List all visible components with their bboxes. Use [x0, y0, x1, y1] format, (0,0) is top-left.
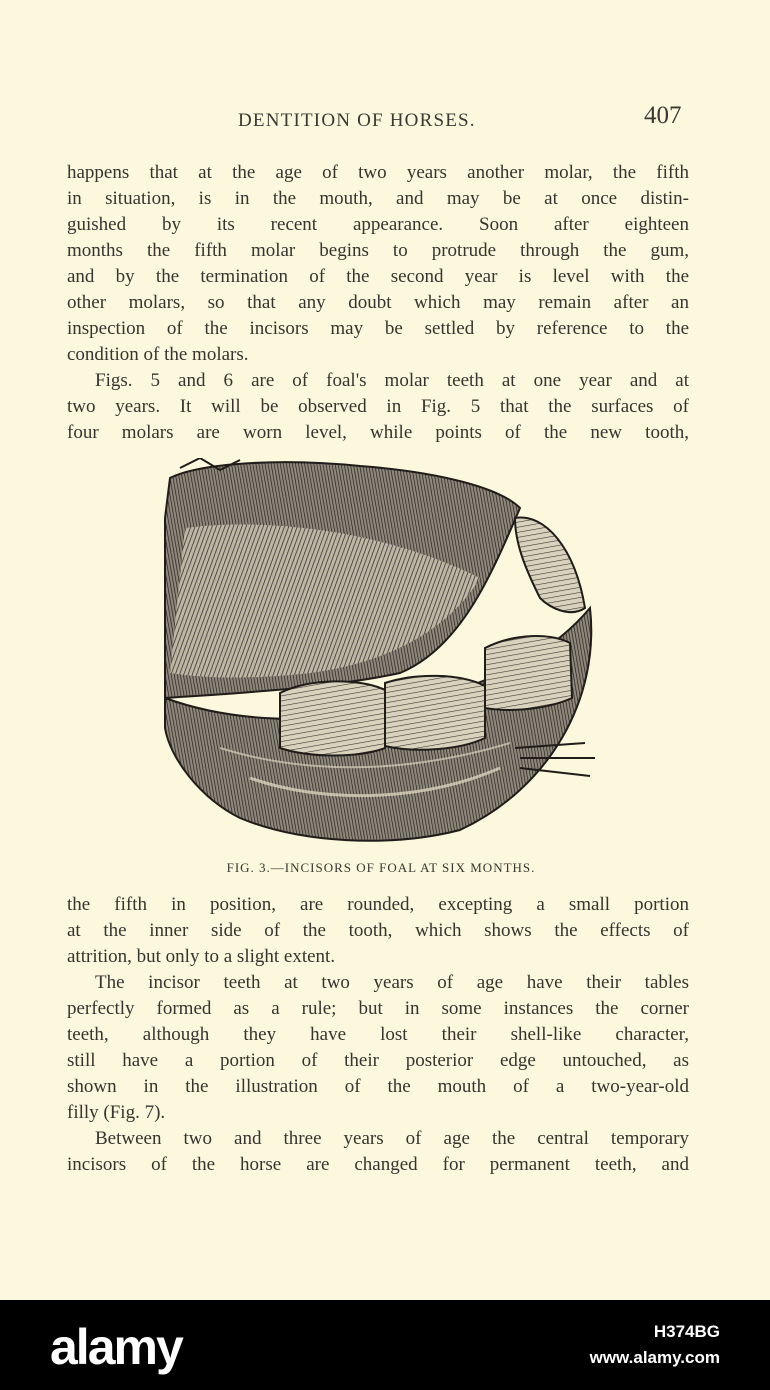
text-line: condition of the molars. — [67, 344, 249, 365]
text-line: Figs. 5 and 6 are of foal's molar teeth at one year and at — [95, 370, 689, 391]
text-line: shown in the illustration of the mouth of a two-year-old — [67, 1076, 689, 1097]
text-line: months the fifth molar begins to protrude through the gum, — [67, 240, 689, 261]
running-title: DENTITION OF HORSES. — [238, 110, 476, 131]
site-url: www.alamy.com — [589, 1348, 720, 1367]
foal-incisors-illustration — [160, 458, 600, 848]
watermark-footer — [0, 1300, 770, 1390]
text-line: four molars are worn level, while points of the new tooth, — [67, 422, 689, 443]
text-line: happens that at the age of two years another molar, the fifth — [67, 162, 689, 183]
text-line: and by the termination of the second year is level with the — [67, 266, 689, 287]
image-id: H374BG — [653, 1322, 720, 1341]
text-line: the fifth in position, are rounded, excepting a small portion — [67, 894, 689, 915]
text-line: still have a portion of their posterior edge untouched, as — [67, 1050, 689, 1071]
text-line: in situation, is in the mouth, and may be at once distin- — [67, 188, 689, 209]
text-line: Between two and three years of age the central temporary — [95, 1128, 689, 1149]
text-line: teeth, although they have lost their shell-like character, — [67, 1024, 689, 1045]
text-line: two years. It will be observed in Fig. 5 that the surfaces of — [67, 396, 689, 417]
page-number: 407 — [644, 102, 682, 129]
text-line: attrition, but only to a slight extent. — [67, 946, 336, 967]
text-line: inspection of the incisors may be settled by reference to the — [67, 318, 689, 339]
text-line: at the inner side of the tooth, which shows the effects of — [67, 920, 689, 941]
text-line: The incisor teeth at two years of age have their tables — [95, 972, 689, 993]
running-head — [0, 102, 770, 136]
text-line: incisors of the horse are changed for permanent teeth, and — [67, 1154, 689, 1175]
text-line: other molars, so that any doubt which may remain after an — [67, 292, 689, 313]
text-block-bottom — [67, 892, 689, 1178]
text-line: guished by its recent appearance. Soon after eighteen — [67, 214, 689, 235]
text-line: filly (Fig. 7). — [67, 1102, 166, 1123]
figure-caption — [0, 860, 770, 876]
text-block-top — [67, 160, 689, 446]
alamy-logo: alamy — [50, 1319, 182, 1375]
figure-caption-text: FIG. 3.—INCISORS OF FOAL AT SIX MONTHS. — [226, 860, 536, 875]
text-line: perfectly formed as a rule; but in some instances the corner — [67, 998, 689, 1019]
